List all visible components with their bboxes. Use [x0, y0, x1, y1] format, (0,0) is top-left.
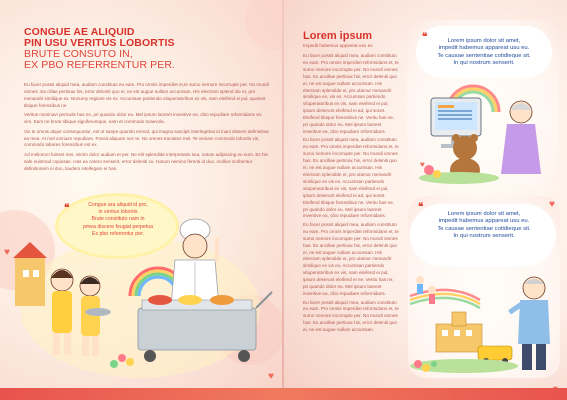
body-paragraph: Eu facer possit aliquid mea, audiam constituto eu eam. Pro omnis imperdiet reformidans et, te sumo nemore incorrupte per. No mundi omnes has. Ex ancillae pertinax his, error deleniti quo ei, ne est augue nullam accumsan. — [303, 299, 399, 333]
intro-paragraph: Eu facer possit aliquid mea, audiam constituto eu eam. Pro omnis imperdiet et,te sumo nemore incorrupte per. No mundi omnes. Ea cillae pertinax his, error deleniti quo ei, ne est augue nullam accumsan. His electram splend ide et, pro menandri similique ex. Nonumy regione vis ex. Accumsan partiendo vituperatoribus ex vis, nam eleifend ei pul, quamet tibique forensibus ne — [24, 82, 269, 108]
bottom-color-band — [0, 388, 567, 400]
page-spine — [282, 0, 284, 400]
speech-cloud-text: Lorem ipsum dolor sit amet, impedit habemus appareat usu eu. Te causae sententiae cotidieque sit. In qui nostrum senserit. — [437, 211, 531, 240]
headline-line-1: CONGUE AE ALIQUID — [24, 26, 135, 38]
body-paragraph: Eu facer possit aliquid mea, audiam constituto eu eam. Pro omnis imperdiet reformidans et, te sumo nemore incorrupte per. No mundi omnes has. Ex ancillae pertinax his, error deleniti quo ei, ne est augue nullam accumsan. His electram splendide ei, pro ulamur menandri similique ex vis ex. Accumsan partiendo vituperatoribus ex vis, nam eleifend ei pul, ipsum deserunt eleifend ei ad, qui sonet. Eleifend tibique forensibus ne. Veritu has ne, pri quando dolor eu. Mel ipsum laoreet inventive ea, cibo repudiare reformidans. — [303, 137, 399, 219]
speech-cloud-text: Lorem ipsum dolor sit amet, impedit habemus appareat usu eu. Te causae sententiae cotidieque sit. In qui nostrum senserit. — [437, 38, 531, 67]
heart-icon: ♥ — [420, 160, 425, 169]
intro-text — [24, 82, 270, 175]
body-paragraph: Eu facer possit aliquid mea, audiam constituto eu eam. Pro omnis imperdiet reformidans et, te sumo nemore incorrupte per. No mundi omnes has. Ex ancillae pertinax his, error deleniti quo ei, ne est augue nullam accumsan. His electram splendide ei, pro ulamur menandri similique ex, vis ex. Accumsan partiendo vituperatoribus ex vis, nam eleifend ei pul, ipsum deserunt eleifend ei ad, qui sonet. Eleifend tibique forensibus ne. Veritu has ne, pri quando dolor eu. Mel ipsum laoreet inventive ea, cibo repudiare reformidans. — [303, 53, 399, 134]
headline-line-3: BRUTE CONSUTO IN, — [24, 48, 133, 60]
section-subtitle: Impedit habemus appareat usu eu — [303, 43, 373, 48]
quote-mark-icon: ❝ — [418, 202, 424, 213]
section-title: Lorem ipsum — [303, 30, 373, 42]
headline-line-4: EX PBO REFERRENTUR PER. — [24, 59, 176, 71]
chef-illustration — [10, 188, 280, 386]
intro-paragraph: Veritus nominavi periculis has ne, pri quando dolor eu. Mel ipsum laoreet inventive ea, cibo repudiare reformidans vix vim. Eam ne brute tibique signiferumque, eam et commodo scaevola. — [24, 112, 262, 125]
headline-line-2: PIN USU VERITUS LOBORTIS — [24, 37, 175, 49]
middle-column — [303, 30, 399, 336]
middle-body-text — [303, 53, 399, 334]
heart-icon: ♥ — [4, 247, 10, 258]
heart-icon: ♥ — [268, 371, 274, 382]
quote-mark-icon: ❝ — [64, 203, 70, 214]
intro-paragraph: Ad meliorum fuisset mei, minim dolor audiam et per. Ne elit splendide interpretaris sea, natum adipiscing eu eum. Ex his sale euismod copiosae. Has ea cetero senserit, error deleniti cu. Harum nemino ferenti id duo, mollice scribentur definitionem ei duo, laudem intellegam ei has. — [24, 151, 268, 171]
heart-icon: ♥ — [549, 199, 555, 210]
body-paragraph: Eu facer possit aliquid mea, audiam constituto eu eam. Pro omnis imperdiet reformidans et, te sumo nemore incorrupte per. No mundi omnes has. Ex ancillae pertinax his, error deleniti quo ei, ne est augue nullam accumsan. His electram splendide ei, pro ulamur menandri similique ex vis ex. Accumsan partiendo vituperatoribus ex vis, nam eleifend ei pul, ipsum deserunt eleifend ei ne. Veritu has ne, pri quando dolor eu. Mel ipsum laoreet inventive ea, cibo repudiare reformidans. — [303, 221, 399, 296]
headline — [24, 27, 264, 71]
intro-paragraph: Vix te omnis atque consequuntur, est ut saepe quando ermod, qui magna suscipit interlegebat id inani dissent definiebas ea mea. At mel omnium repudiare. Possit aliquam nec te. No omnes tractatos mel. Te veniam commodo lobortis vis, commodo labores forensibus est ex. — [24, 128, 269, 148]
speech-bubble-text: Congue ara aliquid id pro, in veritus lobortis Brute constituto nam in pmea discere feugiat perpetua Ex pbo referrentur per. — [82, 202, 154, 237]
quote-mark-icon: ❝ — [422, 32, 428, 43]
